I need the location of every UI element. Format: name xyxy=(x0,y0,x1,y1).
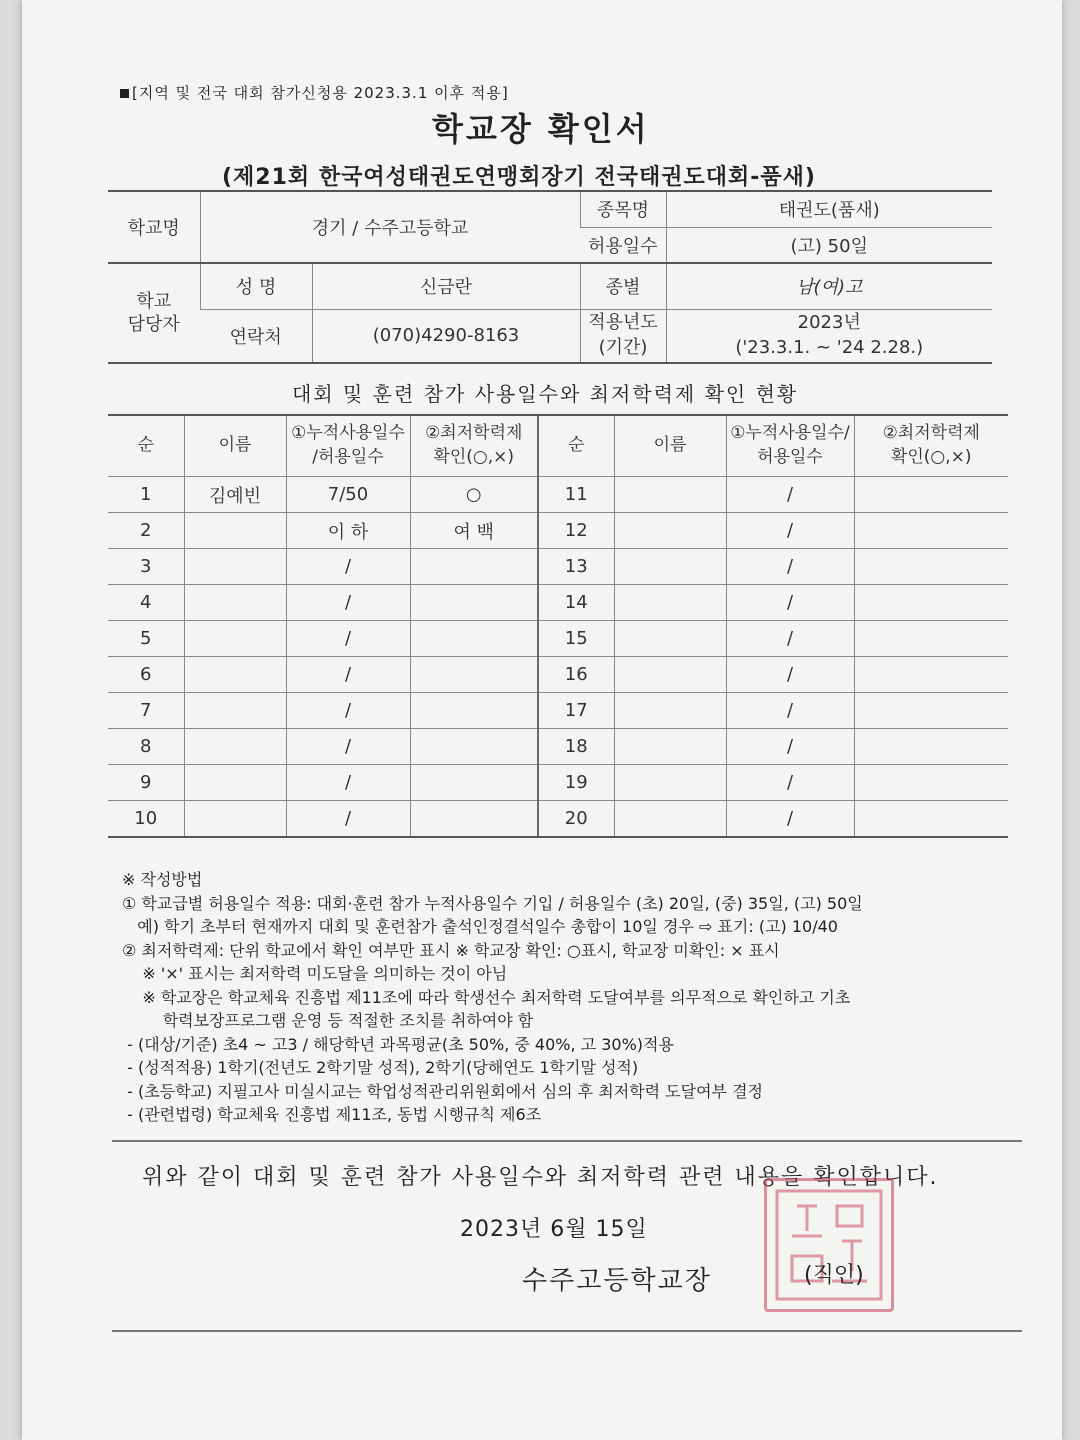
row-days-right: / xyxy=(726,801,854,838)
participation-table xyxy=(108,414,1008,838)
row-no: 6 xyxy=(108,657,184,693)
row-no-right: 19 xyxy=(538,765,614,801)
row-name-right xyxy=(614,477,726,513)
row-check-right xyxy=(854,621,1008,657)
row-no-right: 12 xyxy=(538,513,614,549)
row-days-right: / xyxy=(726,621,854,657)
row-no-right: 17 xyxy=(538,693,614,729)
table-row xyxy=(108,513,1008,549)
row-name xyxy=(184,657,286,693)
row-check-right xyxy=(854,549,1008,585)
row-name xyxy=(184,513,286,549)
row-name xyxy=(184,693,286,729)
note-line: 예) 학기 초부터 현재까지 대회 및 훈련참가 출석인정결석일수 총합이 10일 경우 ⇨ 표기: (고) 10/40 xyxy=(122,917,838,936)
divider xyxy=(112,1140,1022,1142)
note-line: ※ 학교장은 학교체육 진흥법 제11조에 따라 학생선수 최저학력 도달여부를 의무적으로 확인하고 기초 xyxy=(122,987,851,1007)
row-check-right xyxy=(854,765,1008,801)
row-name-right xyxy=(614,693,726,729)
row-check-right xyxy=(854,693,1008,729)
gender-label: 종별 xyxy=(580,263,666,309)
row-name-right xyxy=(614,729,726,765)
row-name xyxy=(184,549,286,585)
row-name-right xyxy=(614,621,726,657)
contact-label: 연락처 xyxy=(200,309,312,363)
row-no-right: 20 xyxy=(538,801,614,838)
row-days: / xyxy=(286,657,410,693)
table-row xyxy=(108,801,1008,838)
row-days-right: / xyxy=(726,513,854,549)
note-line: ② 최저학력제: 단위 학교에서 확인 여부만 표시 ※ 학교장 확인: ○표시, 학교장 미확인: × 표시 xyxy=(122,940,780,960)
instructions xyxy=(122,868,863,1127)
row-no: 9 xyxy=(108,765,184,801)
row-check-right xyxy=(854,477,1008,513)
header-check-right: ②최저학력제 확인(○,×) xyxy=(854,415,1008,477)
row-days: / xyxy=(286,549,410,585)
row-check-right xyxy=(854,657,1008,693)
row-check xyxy=(410,693,538,729)
row-name xyxy=(184,765,286,801)
divider xyxy=(112,1330,1022,1332)
contact-value: (070)4290-8163 xyxy=(312,309,580,363)
page-subtitle: (제21회 한국여성태권도연맹회장기 전국태권도대회-품새) xyxy=(222,165,816,190)
row-check-right xyxy=(854,801,1008,838)
year-label-1: 적용년도 xyxy=(588,312,658,334)
row-check xyxy=(410,765,538,801)
row-no: 8 xyxy=(108,729,184,765)
row-no: 1 xyxy=(108,477,184,513)
row-days-right: / xyxy=(726,693,854,729)
event-value: 태권도(품새) xyxy=(666,191,992,227)
row-check xyxy=(410,801,538,838)
table-row xyxy=(108,693,1008,729)
row-days-right: / xyxy=(726,729,854,765)
row-no-right: 16 xyxy=(538,657,614,693)
row-name-right xyxy=(614,513,726,549)
official-seal-icon xyxy=(764,1178,894,1312)
table-row xyxy=(108,621,1008,657)
note-line: ※ 작성방법 xyxy=(122,870,203,889)
row-no: 4 xyxy=(108,585,184,621)
section-title: 대회 및 훈련 참가 사용일수와 최저학력제 확인 현황 xyxy=(292,382,799,406)
confirm-statement: 위와 같이 대회 및 훈련 참가 사용일수와 최저학력 관련 내용을 확인합니다. xyxy=(142,1165,939,1190)
table-row xyxy=(108,549,1008,585)
name-value: 신금란 xyxy=(312,263,580,309)
note-line: - (관련법령) 학교체육 진흥법 제11조, 동법 시행규칙 제6조 xyxy=(122,1105,542,1124)
gender-value: 남(여)고 xyxy=(666,263,992,309)
row-check xyxy=(410,657,538,693)
row-name xyxy=(184,729,286,765)
row-name xyxy=(184,621,286,657)
header-note xyxy=(120,82,509,103)
table-row xyxy=(108,585,1008,621)
school-label: 학교명 xyxy=(108,191,200,263)
event-label: 종목명 xyxy=(580,191,666,227)
row-no-right: 15 xyxy=(538,621,614,657)
manager-label: 학교 담당자 xyxy=(108,263,200,363)
note-line: ※ '×' 표시는 최저학력 미도달을 의미하는 것이 아님 xyxy=(122,964,508,983)
row-name xyxy=(184,801,286,838)
header-days-right: ①누적사용일수/ 허용일수 xyxy=(726,415,854,477)
row-days-right: / xyxy=(726,477,854,513)
row-check-right xyxy=(854,585,1008,621)
name-label: 성 명 xyxy=(200,263,312,309)
row-days-right: / xyxy=(726,657,854,693)
row-check xyxy=(410,585,538,621)
row-no-right: 14 xyxy=(538,585,614,621)
header-note-text: [지역 및 전국 대회 참가신청용 2023.3.1 이후 적용] xyxy=(132,84,509,102)
year-label-2: (기간) xyxy=(598,336,648,358)
note-line: ① 학교급별 허용일수 적용: 대회·훈련 참가 누적사용일수 기입 / 허용일수 (초) 20일, (중) 35일, (고) 50일 xyxy=(122,893,863,913)
row-check xyxy=(410,549,538,585)
header-days: ①누적사용일수 /허용일수 xyxy=(286,415,410,477)
row-no-right: 11 xyxy=(538,477,614,513)
row-days: / xyxy=(286,693,410,729)
row-days-right: / xyxy=(726,765,854,801)
header-no-right: 순 xyxy=(538,415,614,477)
row-no: 3 xyxy=(108,549,184,585)
row-no: 2 xyxy=(108,513,184,549)
table-row xyxy=(108,729,1008,765)
row-name-right xyxy=(614,585,726,621)
note-line: - (초등학교) 지필고사 미실시교는 학업성적관리위원회에서 심의 후 최저학력 도달여부 결정 xyxy=(122,1081,763,1101)
document-page xyxy=(22,0,1062,1440)
row-no-right: 18 xyxy=(538,729,614,765)
row-check-right xyxy=(854,513,1008,549)
row-days: / xyxy=(286,765,410,801)
row-days-right: / xyxy=(726,549,854,585)
row-no: 7 xyxy=(108,693,184,729)
page-title: 학교장 확인서 xyxy=(432,110,650,148)
square-bullet-icon xyxy=(120,89,129,98)
note-line: - (대상/기준) 초4 ~ 고3 / 해당학년 과목평균(초 50%, 중 40%, 고 30%)적용 xyxy=(122,1034,674,1054)
seal-label: (직인) xyxy=(804,1263,864,1288)
header-name: 이름 xyxy=(184,415,286,477)
header-no: 순 xyxy=(108,415,184,477)
row-check xyxy=(410,729,538,765)
row-name: 김예빈 xyxy=(184,477,286,513)
row-days: / xyxy=(286,621,410,657)
row-name-right xyxy=(614,657,726,693)
year-value-1: 2023년 xyxy=(797,312,861,334)
row-days: 이 하 xyxy=(286,513,410,549)
row-days: 7/50 xyxy=(286,477,410,513)
row-no-right: 13 xyxy=(538,549,614,585)
table-row xyxy=(108,657,1008,693)
table-row xyxy=(108,765,1008,801)
year-value-2: ('23.3.1. ~ '24 2.28.) xyxy=(735,336,924,358)
note-line: - (성적적용) 1학기(전년도 2학기말 성적), 2학기(당해연도 1학기말 성적) xyxy=(122,1058,639,1077)
row-name xyxy=(184,585,286,621)
confirm-date: 2023년 6월 15일 xyxy=(460,1217,648,1242)
row-check-right xyxy=(854,729,1008,765)
row-days: / xyxy=(286,801,410,838)
header-check: ②최저학력제 확인(○,×) xyxy=(410,415,538,477)
header-name-right: 이름 xyxy=(614,415,726,477)
row-no: 10 xyxy=(108,801,184,838)
row-days-right: / xyxy=(726,585,854,621)
allowed-days-label: 허용일수 xyxy=(580,227,666,263)
row-name-right xyxy=(614,801,726,838)
row-name-right xyxy=(614,549,726,585)
row-check: 여 백 xyxy=(410,513,538,549)
school-value: 경기 / 수주고등학교 xyxy=(200,191,580,263)
school-info-table xyxy=(108,190,992,364)
row-days: / xyxy=(286,585,410,621)
row-days: / xyxy=(286,729,410,765)
principal-name: 수주고등학교장 xyxy=(522,1266,712,1296)
row-check xyxy=(410,621,538,657)
note-line: 학력보장프로그램 운영 등 적절한 조치를 취하여야 함 xyxy=(122,1011,534,1030)
table-row xyxy=(108,477,1008,513)
allowed-days-value: (고) 50일 xyxy=(666,227,992,263)
row-no: 5 xyxy=(108,621,184,657)
row-name-right xyxy=(614,765,726,801)
row-check: ○ xyxy=(410,477,538,513)
